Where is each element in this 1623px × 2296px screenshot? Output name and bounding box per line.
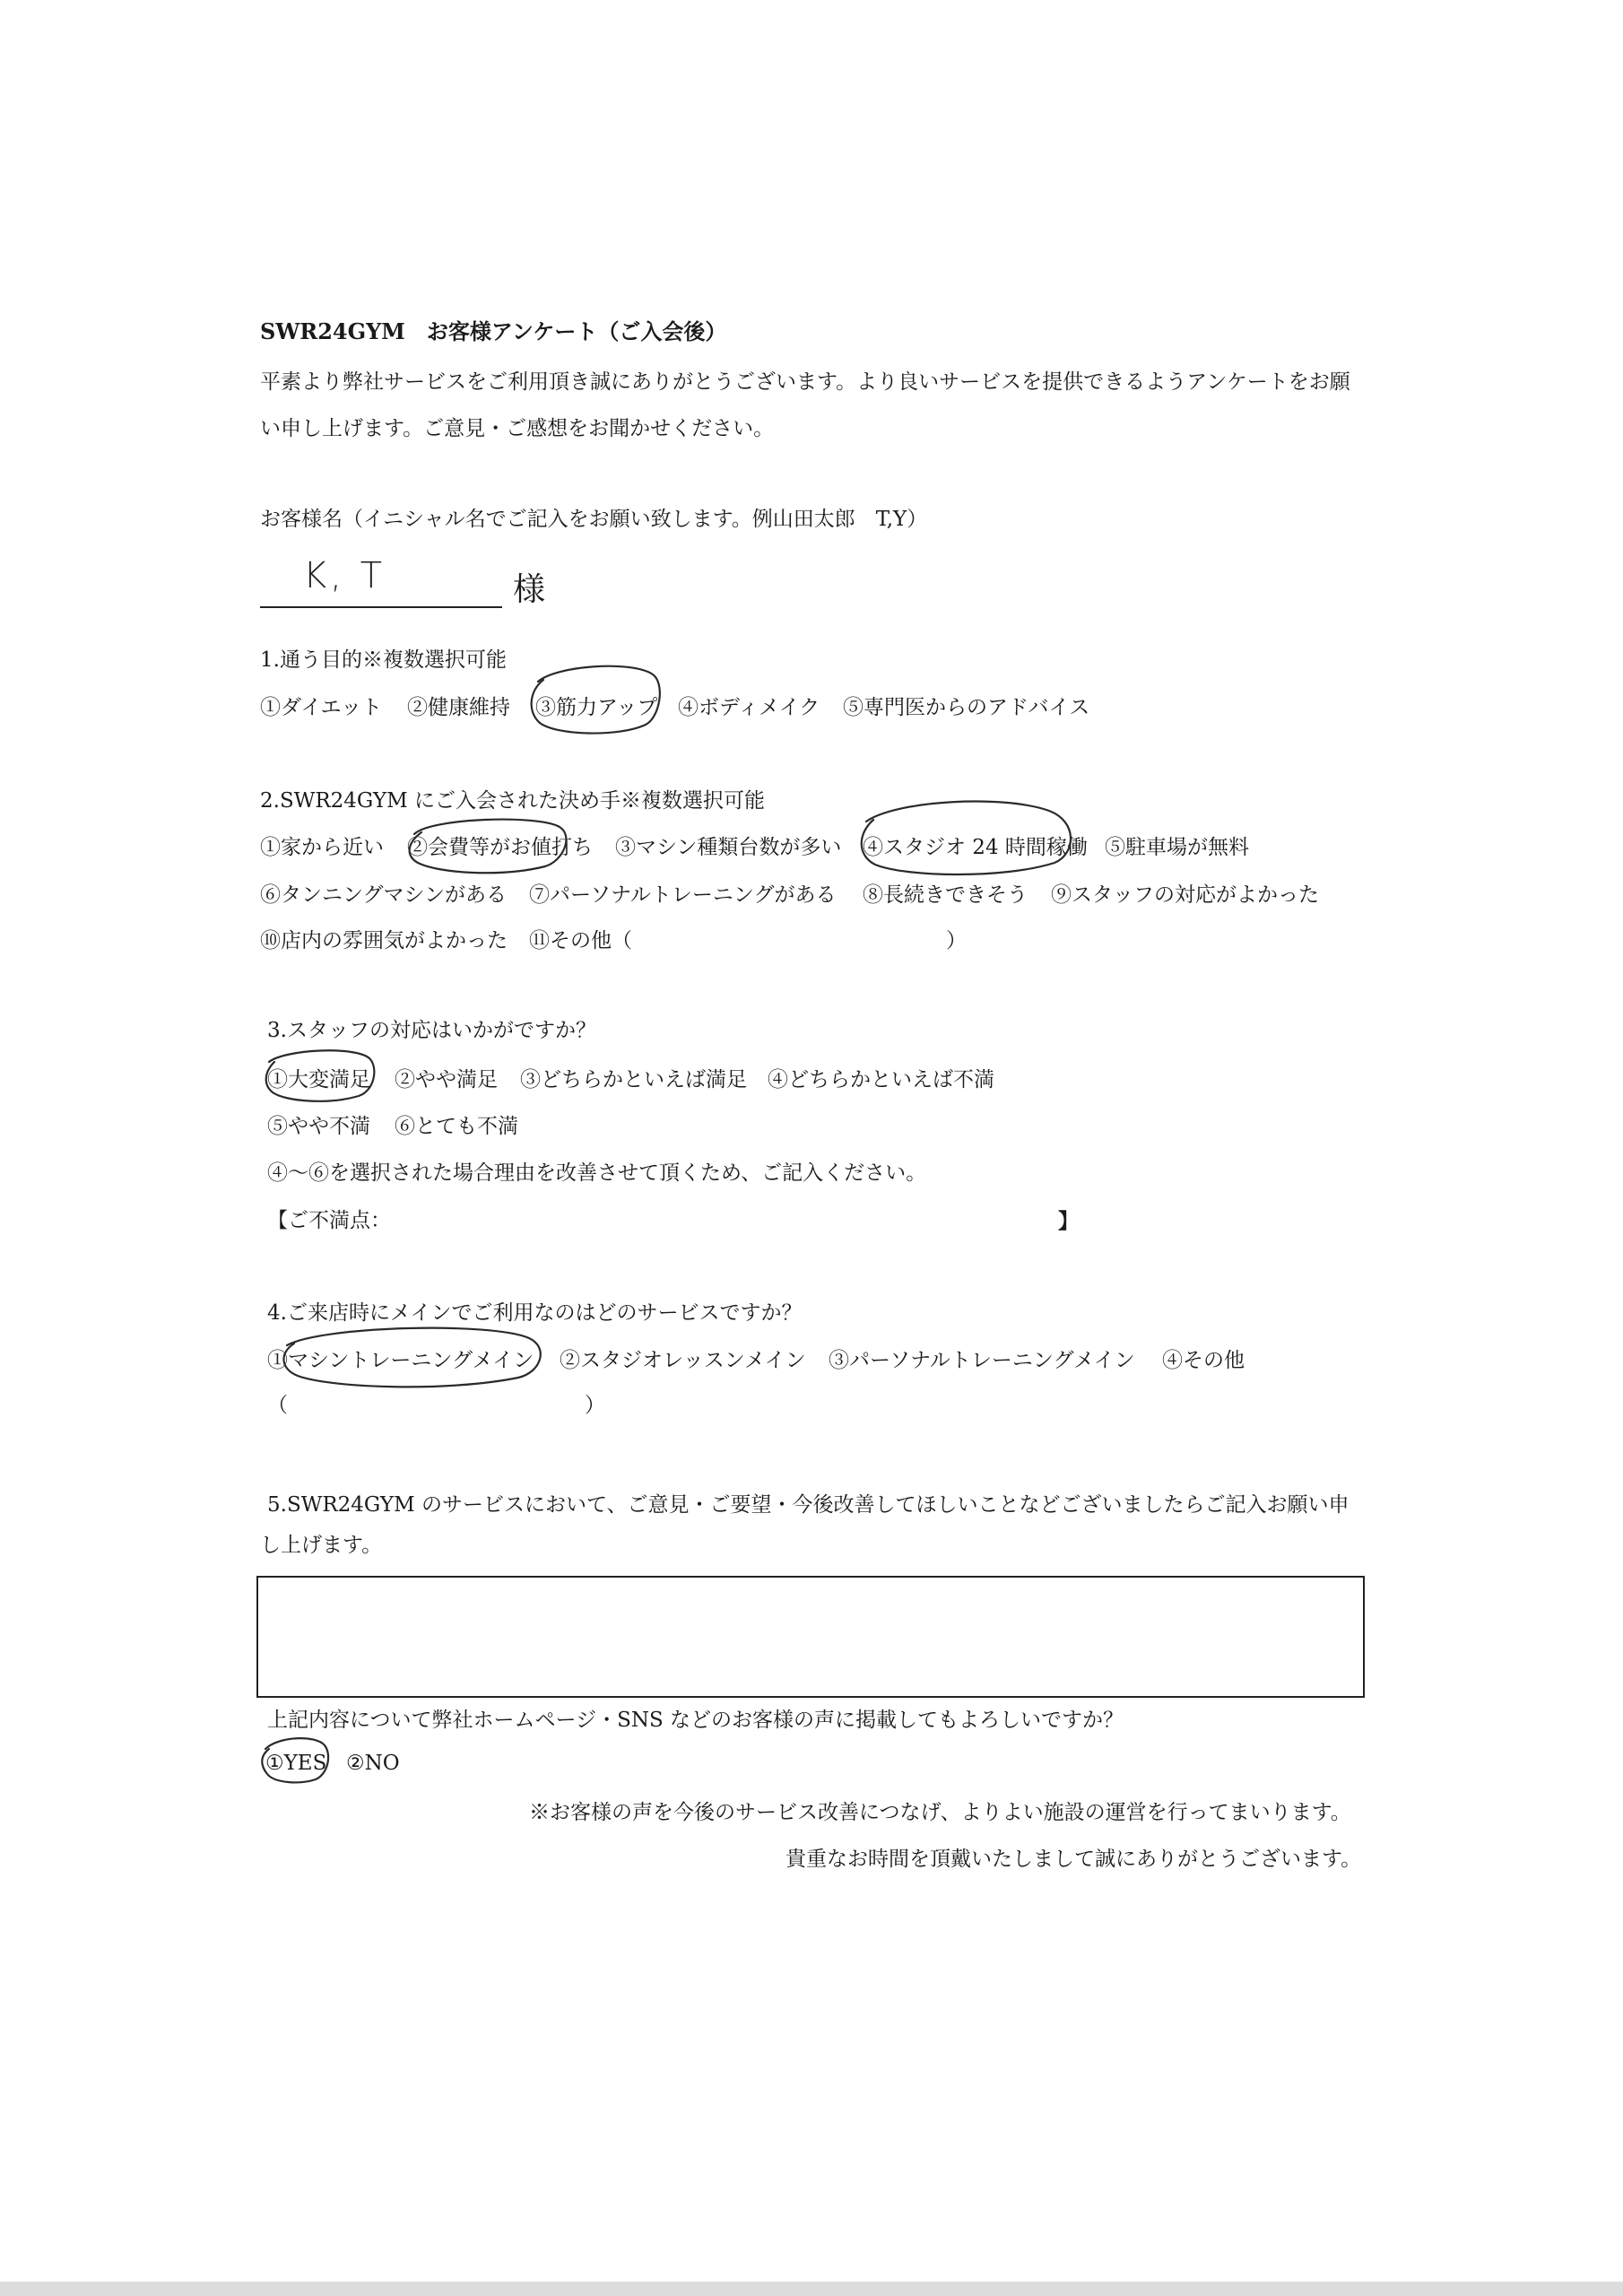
publish-option-no[interactable]: ②NO (346, 1752, 400, 1775)
q2-option-11[interactable]: ⑪その他（ (529, 929, 632, 952)
q3-complaint-label: 【ご不満点： (267, 1209, 391, 1232)
customer-name-suffix: 様 (513, 571, 546, 608)
q1-option-5[interactable]: ⑤専門医からのアドバイス (843, 696, 1090, 719)
q3-option-2[interactable]: ②やや満足 (395, 1068, 498, 1091)
q3-question: 3.スタッフの対応はいかがですか？ (267, 1019, 596, 1042)
q4-option-1[interactable]: ①マシントレーニングメイン (267, 1349, 534, 1372)
q3-complaint-close: 】 (1058, 1209, 1079, 1233)
q4-option-4[interactable]: ④その他 (1162, 1349, 1245, 1372)
publish-question: 上記内容について弊社ホームページ・SNS などのお客様の声に掲載してもよろしいですか？ (267, 1709, 1124, 1732)
q2-other-close: ） (946, 929, 967, 952)
q1-option-1[interactable]: ①ダイエット (260, 696, 383, 719)
publish-option-yes[interactable]: ①YES (265, 1752, 327, 1775)
q3-option-5[interactable]: ⑤やや不満 (267, 1115, 370, 1138)
q3-option-4[interactable]: ④どちらかといえば不満 (768, 1068, 994, 1091)
q3-note: ④～⑥を選択された場合理由を改善させて頂くため、ご記入ください。 (267, 1161, 927, 1185)
q3-option-3[interactable]: ③どちらかといえば満足 (520, 1068, 747, 1091)
q5-question-line-1: 5.SWR24GYM のサービスにおいて、ご意見・ご要望・今後改善してほしいことなどございましたらご記入お願い申 (267, 1493, 1350, 1517)
q2-option-7[interactable]: ⑦パーソナルトレーニングがある (529, 883, 837, 907)
customer-name-underline (260, 606, 502, 608)
q2-option-9[interactable]: ⑨スタッフの対応がよかった (1051, 883, 1319, 907)
q2-option-8[interactable]: ⑧長続きできそう (863, 883, 1028, 907)
q1-option-3[interactable]: ③筋力アップ (535, 696, 658, 719)
q2-question: 2.SWR24GYM にご入会された決め手※複数選択可能 (260, 789, 765, 813)
intro-line-1: 平素より弊社サービスをご利用頂き誠にありがとうございます。より良いサービスを提供できるようアンケートをお願 (260, 370, 1350, 394)
intro-line-2: い申し上げます。ご意見・ご感想をお聞かせください。 (260, 417, 775, 440)
q1-option-4[interactable]: ④ボディメイク (678, 696, 820, 719)
q3-option-6[interactable]: ⑥とても不満 (395, 1115, 518, 1138)
q4-option-3[interactable]: ③パーソナルトレーニングメイン (829, 1349, 1135, 1372)
q2-option-10[interactable]: ⑩店内の雰囲気がよかった (260, 929, 508, 952)
q2-option-4[interactable]: ④スタジオ 24 時間稼働 (863, 836, 1088, 859)
q5-answer-box[interactable] (256, 1576, 1365, 1698)
form-title: SWR24GYM お客様アンケート（ご入会後） (260, 318, 727, 344)
q2-option-5[interactable]: ⑤駐車場が無料 (1105, 836, 1249, 859)
q2-option-3[interactable]: ③マシン種類台数が多い (615, 836, 842, 859)
q4-other-close: ） (585, 1394, 605, 1417)
q3-option-1[interactable]: ①大変満足 (267, 1068, 370, 1091)
q1-question: 1.通う目的※複数選択可能 (260, 648, 507, 672)
q5-question-line-2: し上げます。 (260, 1534, 383, 1557)
scan-edge (0, 2282, 1623, 2296)
footer-line-2: 貴重なお時間を頂戴いたしまして誠にありがとうございます。 (785, 1848, 1362, 1871)
q1-option-2[interactable]: ②健康維持 (407, 696, 510, 719)
q4-option-2[interactable]: ②スタジオレッスンメイン (560, 1349, 806, 1372)
q2-option-6[interactable]: ⑥タンニングマシンがある (260, 883, 507, 907)
customer-name-label: お客様名（イニシャル名でご記入をお願い致します。例山田太郎 T,Y） (260, 508, 928, 531)
q2-option-1[interactable]: ①家から近い (260, 836, 384, 859)
footer-line-1: ※お客様の声を今後のサービス改善につなげ、よりよい施設の運営を行ってまいります。 (529, 1801, 1351, 1824)
q2-option-2[interactable]: ②会費等がお値打ち (407, 836, 593, 859)
q4-question: 4.ご来店時にメインでご利用なのはどのサービスですか？ (267, 1301, 803, 1325)
q4-other-open: （ (267, 1394, 288, 1417)
customer-name-value[interactable]: K, T (303, 555, 386, 596)
